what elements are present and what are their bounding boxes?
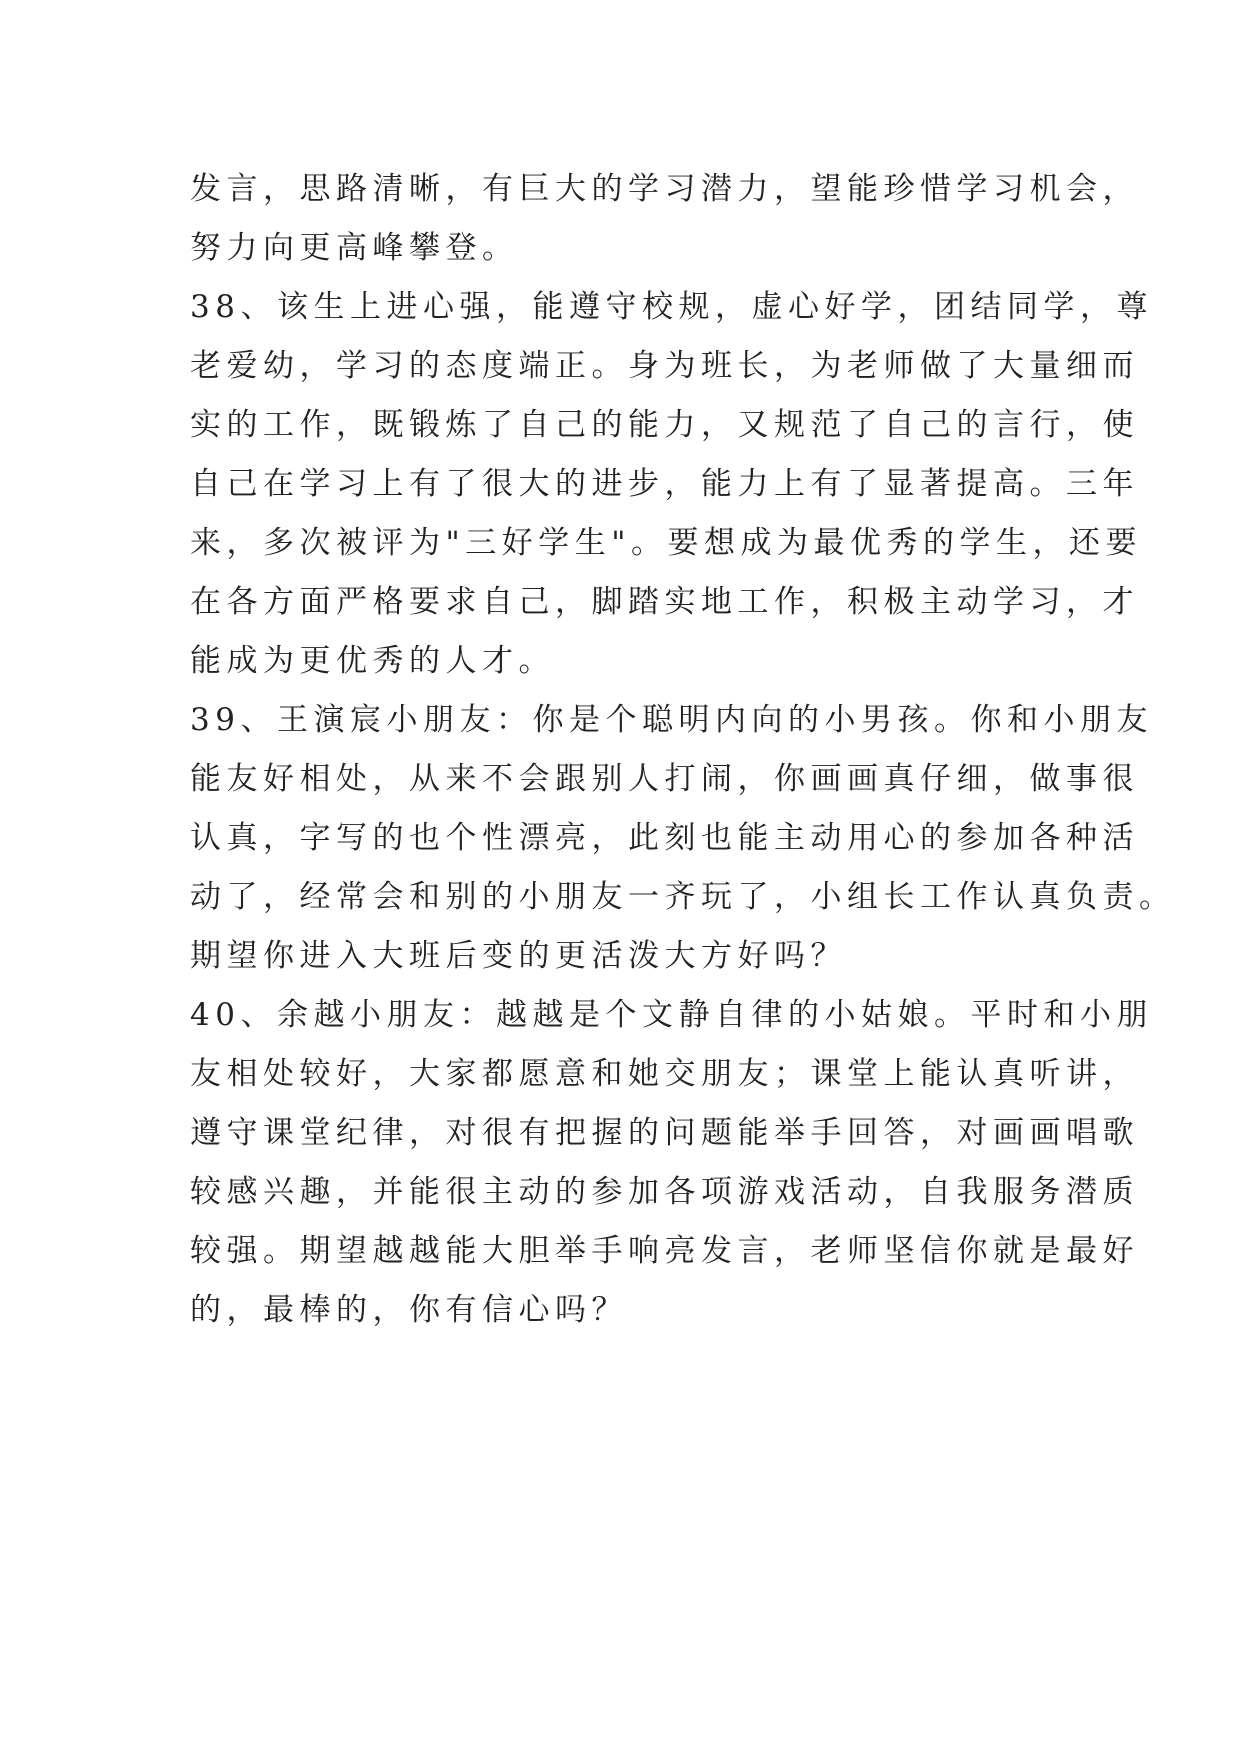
document-body <box>190 160 1176 1340</box>
text-line: 老爱幼，学习的态度端正。身为班长，为老师做了大量细而 <box>190 348 1139 384</box>
text-line: 发言，思路清晰，有巨大的学习潜力，望能珍惜学习机会， <box>190 171 1139 207</box>
text-line: 38、该生上进心强，能遵守校规，虚心好学，团结同学，尊 <box>190 289 1153 325</box>
text-line: 动了，经常会和别的小朋友一齐玩了，小组长工作认真负责。 <box>190 879 1176 915</box>
text-line: 39、王演宸小朋友：你是个聪明内向的小男孩。你和小朋友 <box>190 702 1153 738</box>
text-line: 40、余越小朋友：越越是个文静自律的小姑娘。平时和小朋 <box>190 997 1153 1033</box>
text-line: 的，最棒的，你有信心吗？ <box>190 1292 628 1328</box>
text-line: 自己在学习上有了很大的进步，能力上有了显著提高。三年 <box>190 466 1139 502</box>
text-line: 能成为更优秀的人才。 <box>190 643 555 679</box>
text-line: 较强。期望越越能大胆举手响亮发言，老师坚信你就是最好 <box>190 1233 1139 1269</box>
text-line: 友相处较好，大家都愿意和她交朋友；课堂上能认真听讲， <box>190 1056 1139 1092</box>
text-line: 较感兴趣，并能很主动的参加各项游戏活动，自我服务潜质 <box>190 1174 1139 1210</box>
text-line: 能友好相处，从来不会跟别人打闹，你画画真仔细，做事很 <box>190 761 1139 797</box>
text-line: 实的工作，既锻炼了自己的能力，又规范了自己的言行，使 <box>190 407 1139 443</box>
text-line: 认真，字写的也个性漂亮，此刻也能主动用心的参加各种活 <box>190 820 1139 856</box>
text-line: 期望你进入大班后变的更活泼大方好吗？ <box>190 938 847 974</box>
text-line: 在各方面严格要求自己，脚踏实地工作，积极主动学习，才 <box>190 584 1139 620</box>
text-line: 来，多次被评为"三好学生"。要想成为最优秀的学生，还要 <box>190 525 1143 561</box>
text-line: 遵守课堂纪律，对很有把握的问题能举手回答，对画画唱歌 <box>190 1115 1139 1151</box>
text-line: 努力向更高峰攀登。 <box>190 230 519 266</box>
